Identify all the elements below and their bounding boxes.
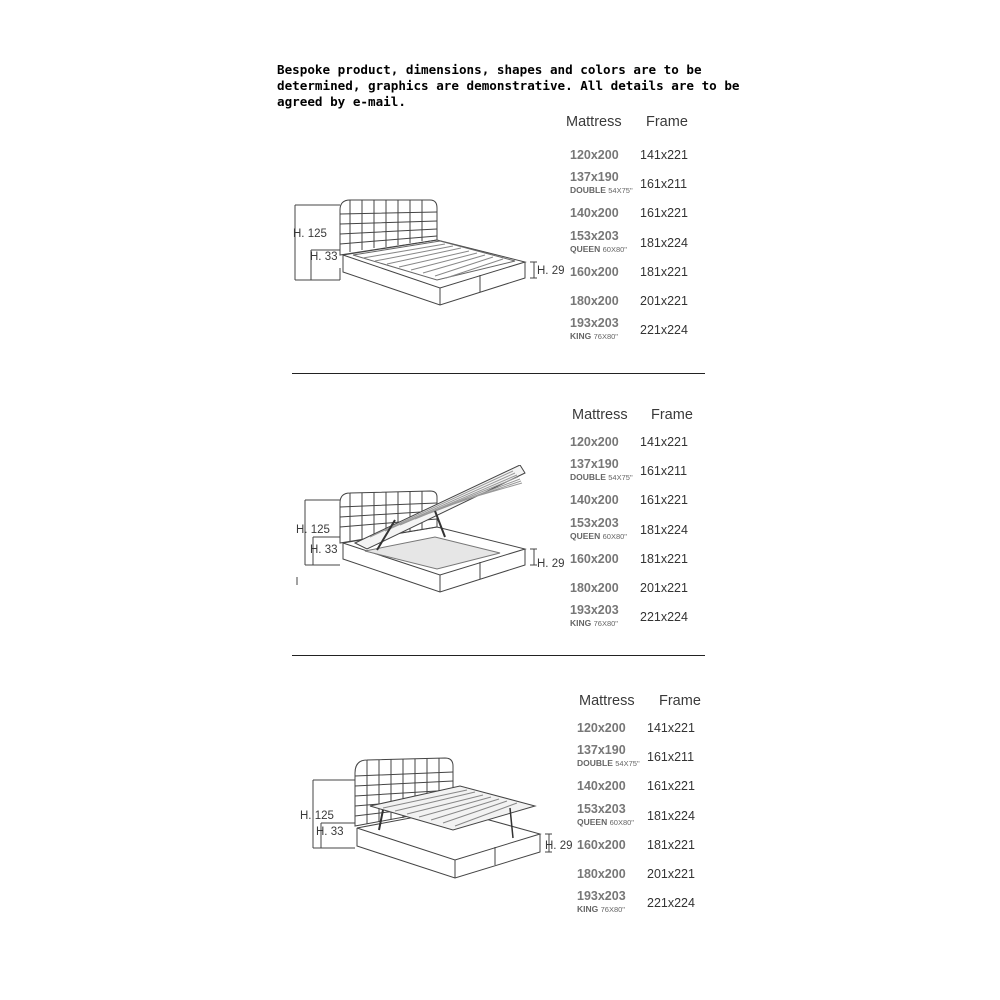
- mattress-size: 140x200: [570, 206, 619, 220]
- mattress-size: 153x203: [570, 516, 619, 530]
- mattress-size: 180x200: [570, 294, 619, 308]
- dim-label-frame-height: H. 29: [537, 558, 565, 570]
- frame-size: 181x221: [647, 838, 695, 852]
- frame-size: 141x221: [647, 721, 695, 735]
- notice-line-2: determined, graphics are demonstrative. All details are to be: [277, 78, 740, 93]
- mattress-size-type: DOUBLE 54X75": [570, 472, 633, 482]
- frame-size: 141x221: [640, 148, 688, 162]
- frame-size: 221x224: [640, 323, 688, 337]
- size-row: [577, 890, 717, 918]
- mattress-size: 137x190: [570, 170, 619, 184]
- frame-size: 221x224: [647, 896, 695, 910]
- mattress-size-type: DOUBLE 54X75": [570, 185, 633, 195]
- bed-storage-raised-drawing: [295, 748, 585, 888]
- dim-label-total-height: H. 125: [296, 524, 330, 536]
- frame-size: 161x211: [647, 750, 695, 764]
- frame-size: 181x221: [640, 552, 688, 566]
- mattress-size: 140x200: [577, 779, 626, 793]
- mattress-size: 160x200: [570, 265, 619, 279]
- header-frame: Frame: [651, 407, 693, 423]
- frame-size: 181x221: [640, 265, 688, 279]
- frame-size: 221x224: [640, 610, 688, 624]
- size-row: [570, 517, 710, 545]
- header-mattress: Mattress: [566, 114, 622, 130]
- frame-size: 161x211: [640, 464, 688, 478]
- frame-size: 161x211: [640, 177, 688, 191]
- mattress-size-type: KING 76X80": [570, 618, 618, 628]
- frame-size: 181x224: [640, 236, 688, 250]
- section-divider: [292, 373, 705, 374]
- dim-label-seat-height: H. 33: [316, 826, 344, 838]
- size-row: [577, 744, 717, 772]
- frame-size: 201x221: [640, 294, 688, 308]
- mattress-size: 137x190: [570, 457, 619, 471]
- section-divider: [292, 655, 705, 656]
- dim-label-frame-height: H. 29: [545, 840, 573, 852]
- dim-label-frame-height: H. 29: [537, 265, 565, 277]
- mattress-size: 180x200: [577, 867, 626, 881]
- frame-size: 161x221: [640, 206, 688, 220]
- frame-size: 181x224: [647, 809, 695, 823]
- mattress-size-type: KING 76X80": [577, 904, 625, 914]
- header-mattress: Mattress: [572, 407, 628, 423]
- mattress-size-type: KING 76X80": [570, 331, 618, 341]
- mattress-size: 160x200: [577, 838, 626, 852]
- notice-line-1: Bespoke product, dimensions, shapes and colors are to be: [277, 62, 702, 77]
- mattress-size-type: QUEEN 60X80": [577, 817, 634, 827]
- frame-size: 201x221: [647, 867, 695, 881]
- mattress-size: 153x203: [570, 229, 619, 243]
- header-frame: Frame: [646, 114, 688, 130]
- mattress-size-type: DOUBLE 54X75": [577, 758, 640, 768]
- mattress-size: 137x190: [577, 743, 626, 757]
- mattress-size-type: QUEEN 60X80": [570, 531, 627, 541]
- mattress-size: 193x203: [577, 889, 626, 903]
- mattress-size: 160x200: [570, 552, 619, 566]
- dim-label-seat-height: H. 33: [310, 544, 338, 556]
- frame-size: 161x221: [647, 779, 695, 793]
- size-row: [570, 604, 710, 632]
- dim-label-total-height: H. 125: [293, 228, 327, 240]
- dim-label-total-height: H. 125: [300, 810, 334, 822]
- mattress-size: 180x200: [570, 581, 619, 595]
- mattress-size: 120x200: [570, 435, 619, 449]
- frame-size: 181x224: [640, 523, 688, 537]
- size-row: [570, 552, 710, 580]
- frame-size: 141x221: [640, 435, 688, 449]
- size-row: [577, 838, 717, 866]
- mattress-size-type: QUEEN 60X80": [570, 244, 627, 254]
- frame-size: 161x221: [640, 493, 688, 507]
- header-mattress: Mattress: [579, 693, 635, 709]
- size-row: [577, 803, 717, 831]
- dim-label-seat-height: H. 33: [310, 251, 338, 263]
- frame-size: 201x221: [640, 581, 688, 595]
- size-row: [570, 458, 710, 486]
- mattress-size: 193x203: [570, 316, 619, 330]
- mattress-size: 193x203: [570, 603, 619, 617]
- header-frame: Frame: [659, 693, 701, 709]
- mattress-size: 120x200: [570, 148, 619, 162]
- notice-line-3: agreed by e-mail.: [277, 94, 406, 109]
- size-row: [570, 317, 710, 345]
- mattress-size: 153x203: [577, 802, 626, 816]
- mattress-size: 140x200: [570, 493, 619, 507]
- mattress-size: 120x200: [577, 721, 626, 735]
